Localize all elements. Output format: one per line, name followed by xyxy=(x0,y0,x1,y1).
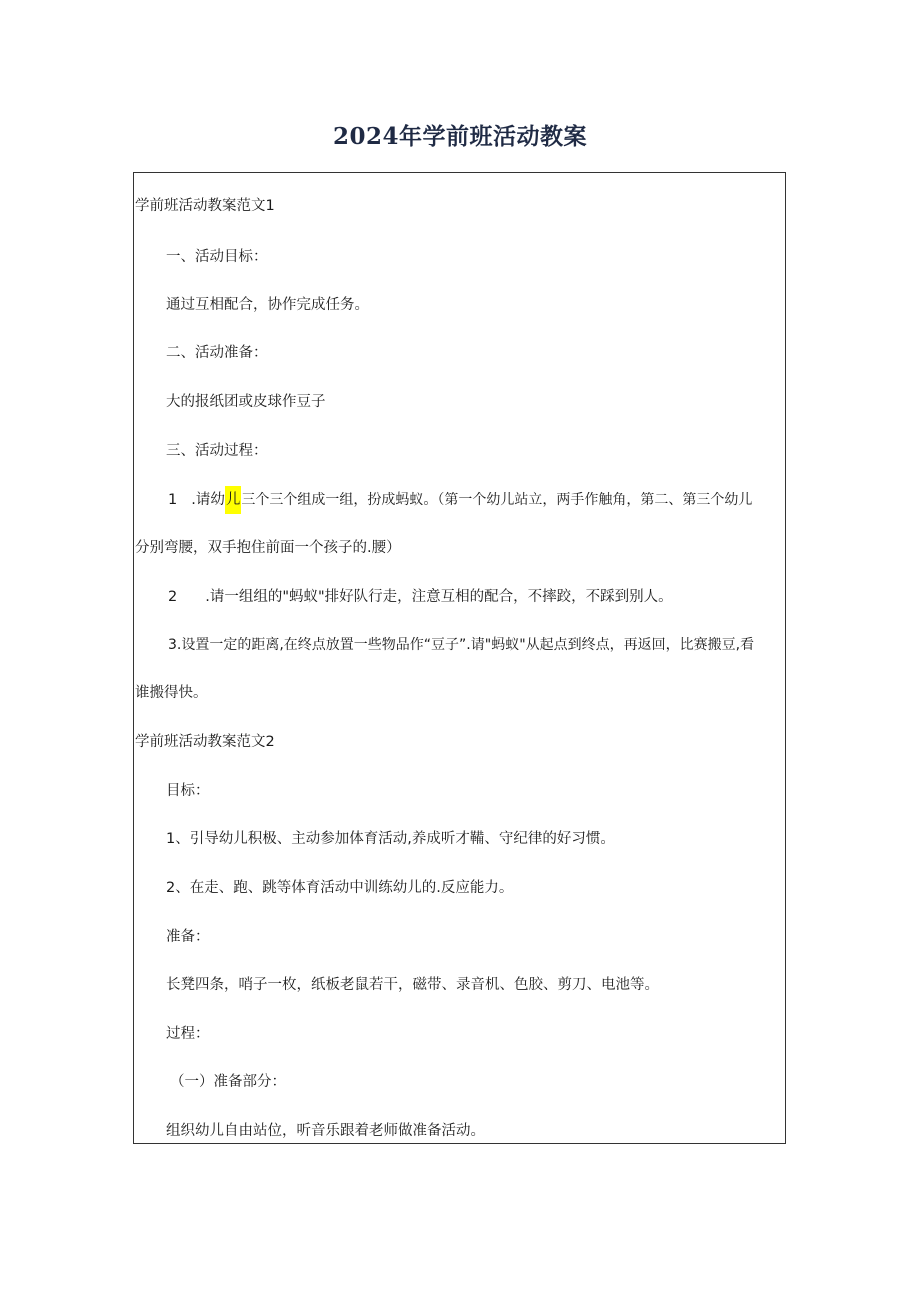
section2-goal-2: 2、在走、跑、跳等体育活动中训练幼儿的.反应能力。 xyxy=(166,880,514,896)
section1-prep-text: 大的报纸团或皮球作豆子 xyxy=(166,394,326,410)
step1-text: 三个三个组成一组，扮成蚂蚁。（第一个幼儿站立，两手作触角，第二、第三个幼儿 xyxy=(241,492,753,508)
section1-process-heading: 三、活动过程： xyxy=(166,443,268,459)
section2-goal-1: 1、引导幼儿积极、主动参加体育活动,养成听才鞴、守纪律的好习惯。 xyxy=(166,831,615,847)
section2-prep-text: 长凳四条，哨子一枚，纸板老鼠若干，磁带、录音机、色胶、剪刀、电池等。 xyxy=(166,977,659,993)
section1-prep-heading: 二、活动准备： xyxy=(166,345,268,361)
content-frame xyxy=(133,172,786,1144)
section2-process-heading: 过程： xyxy=(166,1026,210,1042)
section2-heading: 学前班活动教案范文2 xyxy=(135,734,275,750)
step2-number: 2 xyxy=(168,589,178,605)
step3-text: 3.设置一定的距离,在终点放置一些物品作“豆子”.请"蚂蚁"从起点到终点，再返回，比赛搬豆,看 xyxy=(168,637,755,653)
section2-part1-heading: （一）准备部分： xyxy=(170,1074,286,1090)
step2-line xyxy=(168,587,673,607)
section2-prep-heading: 准备： xyxy=(166,929,210,945)
step1-line xyxy=(168,490,752,510)
section1-goal-text: 通过互相配合，协作完成任务。 xyxy=(166,297,369,313)
section1-goal-heading: 一、活动目标： xyxy=(166,249,268,265)
highlighted-text: 儿 xyxy=(225,486,242,514)
step1-prefix: .请幼 xyxy=(191,492,225,508)
step1-number: 1 xyxy=(168,492,178,508)
step3-continuation: 谁搬得快。 xyxy=(135,685,208,701)
document-title: 2024年学前班活动教案 xyxy=(332,123,587,150)
section2-part1-text: 组织幼儿自由站位，听音乐跟着老师做准备活动。 xyxy=(166,1123,485,1139)
step2-text: .请一组组的"蚂蚁"排好队行走，注意互相的配合，不摔跤，不踩到别人。 xyxy=(205,589,673,605)
step1-continuation: 分别弯腰，双手抱住前面一个孩子的.腰） xyxy=(135,540,401,556)
section1-heading: 学前班活动教案范文1 xyxy=(135,198,275,214)
section2-goal-heading: 目标： xyxy=(166,783,210,799)
